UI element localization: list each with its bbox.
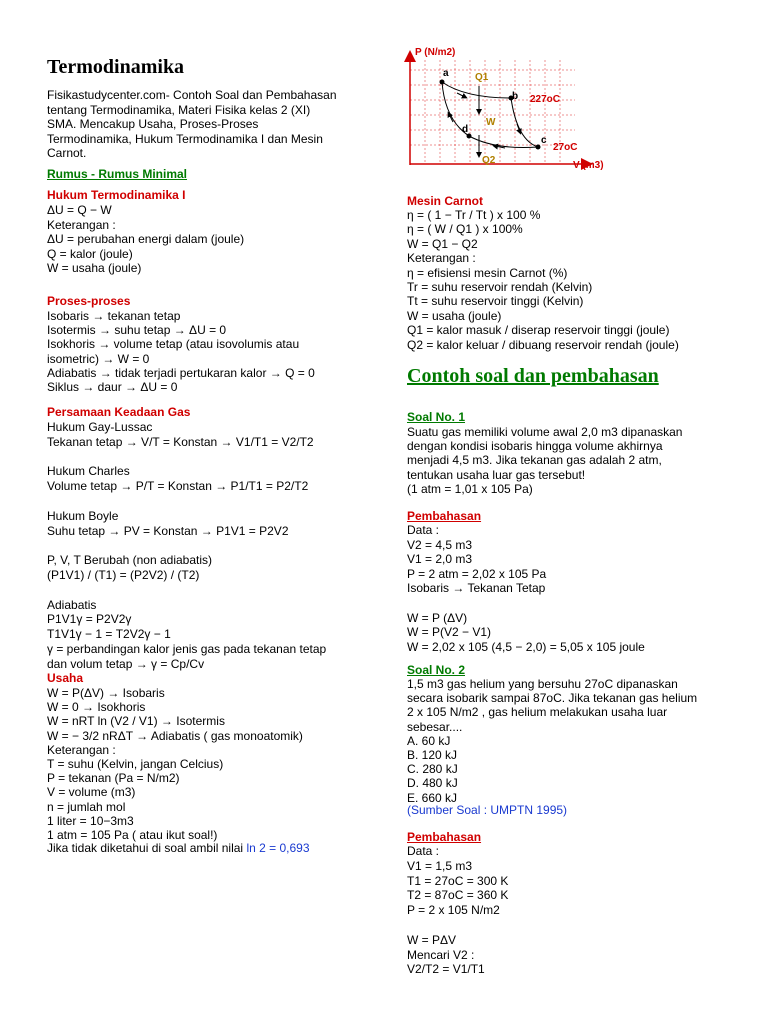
carnot-line: η = ( 1 − Tr / Tt ) x 100 % [407, 208, 541, 222]
pemb2-heading: Pembahasan [407, 830, 482, 844]
label-t-low: 27oC [553, 142, 578, 153]
soal1-line: (1 atm = 1,01 x 105 Pa) [407, 481, 533, 496]
gas-line: Adiabatis [47, 597, 97, 612]
hukum-line: ΔU = perubahan energi dalam (joule) [47, 232, 245, 246]
usaha-line: W = 0 → Isokhoris [47, 700, 146, 715]
soal1-line: tentukan usaha luar gas tersebut! [407, 467, 586, 482]
pemb1-line: P = 2 atm = 2,02 x 105 Pa [407, 566, 547, 581]
pemb2-line: T2 = 87oC = 360 K [407, 888, 509, 903]
gas-line: Hukum Gay-Lussac [47, 420, 153, 434]
usaha-line: P = tekanan (Pa = N/m2) [47, 771, 180, 786]
soal2-line: 1,5 m3 gas helium yang bersuhu 27oC dipanaskan [407, 677, 678, 691]
gas-line: Hukum Charles [47, 464, 130, 479]
rumus-heading: Rumus - Rumus Minimal [47, 167, 188, 181]
label-c: c [541, 135, 547, 146]
v-axis-label: V (m3) [573, 160, 604, 171]
page-title: Termodinamika [47, 56, 185, 78]
pemb2-line: V1 = 1,5 m3 [407, 858, 473, 873]
label-d: d [462, 124, 469, 135]
ln-line-value: ln 2 = 0,693 [246, 841, 310, 855]
intro-line: Carnot. [47, 146, 87, 160]
point-c [536, 145, 541, 150]
label-q1: Q1 [475, 72, 489, 83]
soal2-line: D. 480 kJ [407, 776, 458, 791]
label-q2: Q2 [482, 155, 496, 166]
usaha-line: 1 liter = 10−3m3 [47, 813, 134, 828]
pemb1-line: Isobaris → Tekanan Tetap [407, 581, 546, 596]
soal2-line: 2 x 105 N/m2 , gas helium melakukan usaha luar [407, 705, 668, 720]
proses-heading: Proses-proses [47, 294, 131, 308]
usaha-line: V = volume (m3) [47, 785, 136, 800]
hukum-line: ΔU = Q − W [47, 203, 112, 217]
point-a [440, 80, 445, 85]
grid [410, 60, 578, 164]
soal2-line: E. 660 kJ [407, 790, 458, 805]
proses-line: Isokhoris → volume tetap (atau isovolumis atau [47, 337, 300, 352]
soal2-source: (Sumber Soal : UMPTN 1995) [407, 803, 568, 817]
gas-line: Hukum Boyle [47, 508, 119, 523]
carnot-line: W = usaha (joule) [407, 308, 502, 323]
intro-line: Termodinamika, Hukum Termodinamika I dan Mesin [47, 131, 323, 146]
carnot-line: Tr = suhu reservoir rendah (Kelvin) [407, 280, 593, 294]
carnot-line: W = Q1 − Q2 [407, 236, 478, 251]
gas-line: P, V, T Berubah (non adiabatis) [47, 553, 213, 568]
gas-line: Tekanan tetap → V/T = Konstan → V1/T1 = V2/T2 [47, 434, 314, 449]
intro-line: SMA. Mencakup Usaha, Proses-Proses [47, 117, 259, 131]
usaha-line: W = − 3/2 nRΔT → Adiabatis ( gas monoatomik) [47, 728, 303, 743]
gas-heading: Persamaan Keadaan Gas [47, 405, 191, 419]
p-axis-label: P (N/m2) [415, 47, 456, 58]
pemb1-line: V1 = 2,0 m3 [407, 552, 473, 567]
gas-line: (P1V1) / (T1) = (P2V2) / (T2) [47, 568, 200, 582]
soal1-line: dengan kondisi isobaris hingga volume akhirnya [407, 439, 663, 454]
carnot-line: Keterangan : [407, 251, 476, 266]
hukum-heading: Hukum Termodinamika I [47, 188, 186, 202]
soal2-line: B. 120 kJ [407, 748, 458, 762]
soal1-heading: Soal No. 1 [407, 410, 466, 424]
label-w: W [486, 117, 496, 128]
ln-line [47, 841, 310, 855]
soal2-line: sebesar.... [407, 719, 463, 734]
soal2-line: C. 280 kJ [407, 762, 458, 777]
carnot-line: Q2 = kalor keluar / dibuang reservoir rendah (joule) [407, 337, 679, 352]
pemb2-line: V2/T2 = V1/T1 [407, 962, 485, 977]
soal1-line: Suatu gas memiliki volume awal 2,0 m3 dipanaskan [407, 425, 683, 439]
proses-line: Siklus → daur → ΔU = 0 [47, 380, 178, 394]
carnot-line: Tt = suhu reservoir tinggi (Kelvin) [407, 294, 584, 309]
isotherm-ab [442, 82, 511, 98]
pemb1-line: W = P(V2 − V1) [407, 625, 492, 640]
pemb1-line: V2 = 4,5 m3 [407, 537, 473, 552]
gas-line: dan volum tetap → γ = Cp/Cv [47, 656, 205, 671]
usaha-line: W = P(ΔV) → Isobaris [47, 686, 165, 700]
pemb2-line: P = 2 x 105 N/m2 [407, 903, 500, 918]
path-arrow-1 [457, 93, 465, 97]
usaha-heading: Usaha [47, 671, 84, 685]
pemb2-line: T1 = 27oC = 300 K [407, 873, 509, 888]
soal1-line: menjadi 4,5 m3. Jika tekanan gas adalah 2 atm, [407, 453, 662, 468]
carnot-line: Q1 = kalor masuk / diserap reservoir tinggi (joule) [407, 323, 670, 338]
soal2-line: secara isobarik sampai 87oC. Jika tekanan gas helium [407, 691, 698, 706]
pemb2-line: W = PΔV [407, 932, 457, 947]
usaha-line: T = suhu (Kelvin, jangan Celcius) [47, 757, 224, 771]
proses-line: Isobaris → tekanan tetap [47, 309, 181, 323]
hukum-line: Keterangan : [47, 217, 116, 232]
gas-line: P1V1γ = P2V2γ [47, 612, 132, 627]
label-a: a [443, 68, 449, 79]
proses-line: isometric) → W = 0 [47, 351, 150, 366]
gas-line: Suhu tetap → PV = Konstan → P1V1 = P2V2 [47, 523, 289, 538]
pemb1-heading: Pembahasan [407, 509, 482, 523]
label-t-high: 227oC [530, 94, 561, 105]
proses-line: Adiabatis → tidak terjadi pertukaran kalor → Q = 0 [47, 365, 315, 380]
carnot-line: η = ( W / Q1 ) x 100% [407, 222, 523, 237]
gas-line: γ = perbandingan kalor jenis gas pada tekanan tetap [47, 642, 327, 656]
gas-line: Volume tetap → P/T = Konstan → P1/T1 = P2/T2 [47, 479, 309, 494]
pemb1-line: Data : [407, 523, 440, 537]
usaha-line: n = jumlah mol [47, 799, 126, 814]
contoh-heading: Contoh soal dan pembahasan [407, 365, 659, 387]
pemb2-line: Data : [407, 844, 440, 858]
carnot-heading: Mesin Carnot [407, 194, 484, 208]
hukum-line: Q = kalor (joule) [47, 246, 133, 261]
intro-line: Fisikastudycenter.com- Contoh Soal dan Pembahasan [47, 88, 337, 102]
usaha-line: Keterangan : [47, 742, 116, 757]
gas-line: T1V1γ − 1 = T2V2γ − 1 [47, 627, 171, 642]
ln-line-prefix: Jika tidak diketahui di soal ambil nilai [47, 841, 247, 855]
usaha-line: 1 atm = 105 Pa ( atau ikut soal!) [47, 828, 218, 842]
carnot-line: η = efisiensi mesin Carnot (%) [407, 265, 568, 280]
label-b: b [512, 91, 519, 102]
pemb2-line: Mencari V2 : [407, 947, 475, 962]
proses-line: Isotermis → suhu tetap → ΔU = 0 [47, 323, 227, 338]
pemb1-line: W = P (ΔV) [407, 610, 468, 625]
pemb1-line: W = 2,02 x 105 (4,5 − 2,0) = 5,05 x 105 joule [407, 639, 645, 654]
intro-line: tentang Termodinamika, Materi Fisika kelas 2 (XI) [47, 102, 311, 117]
hukum-line: W = usaha (joule) [47, 261, 142, 275]
soal2-line: A. 60 kJ [407, 733, 451, 748]
usaha-line: W = nRT ln (V2 / V1) → Isotermis [47, 714, 225, 729]
soal2-heading: Soal No. 2 [407, 663, 466, 677]
pv-diagram [395, 40, 625, 180]
